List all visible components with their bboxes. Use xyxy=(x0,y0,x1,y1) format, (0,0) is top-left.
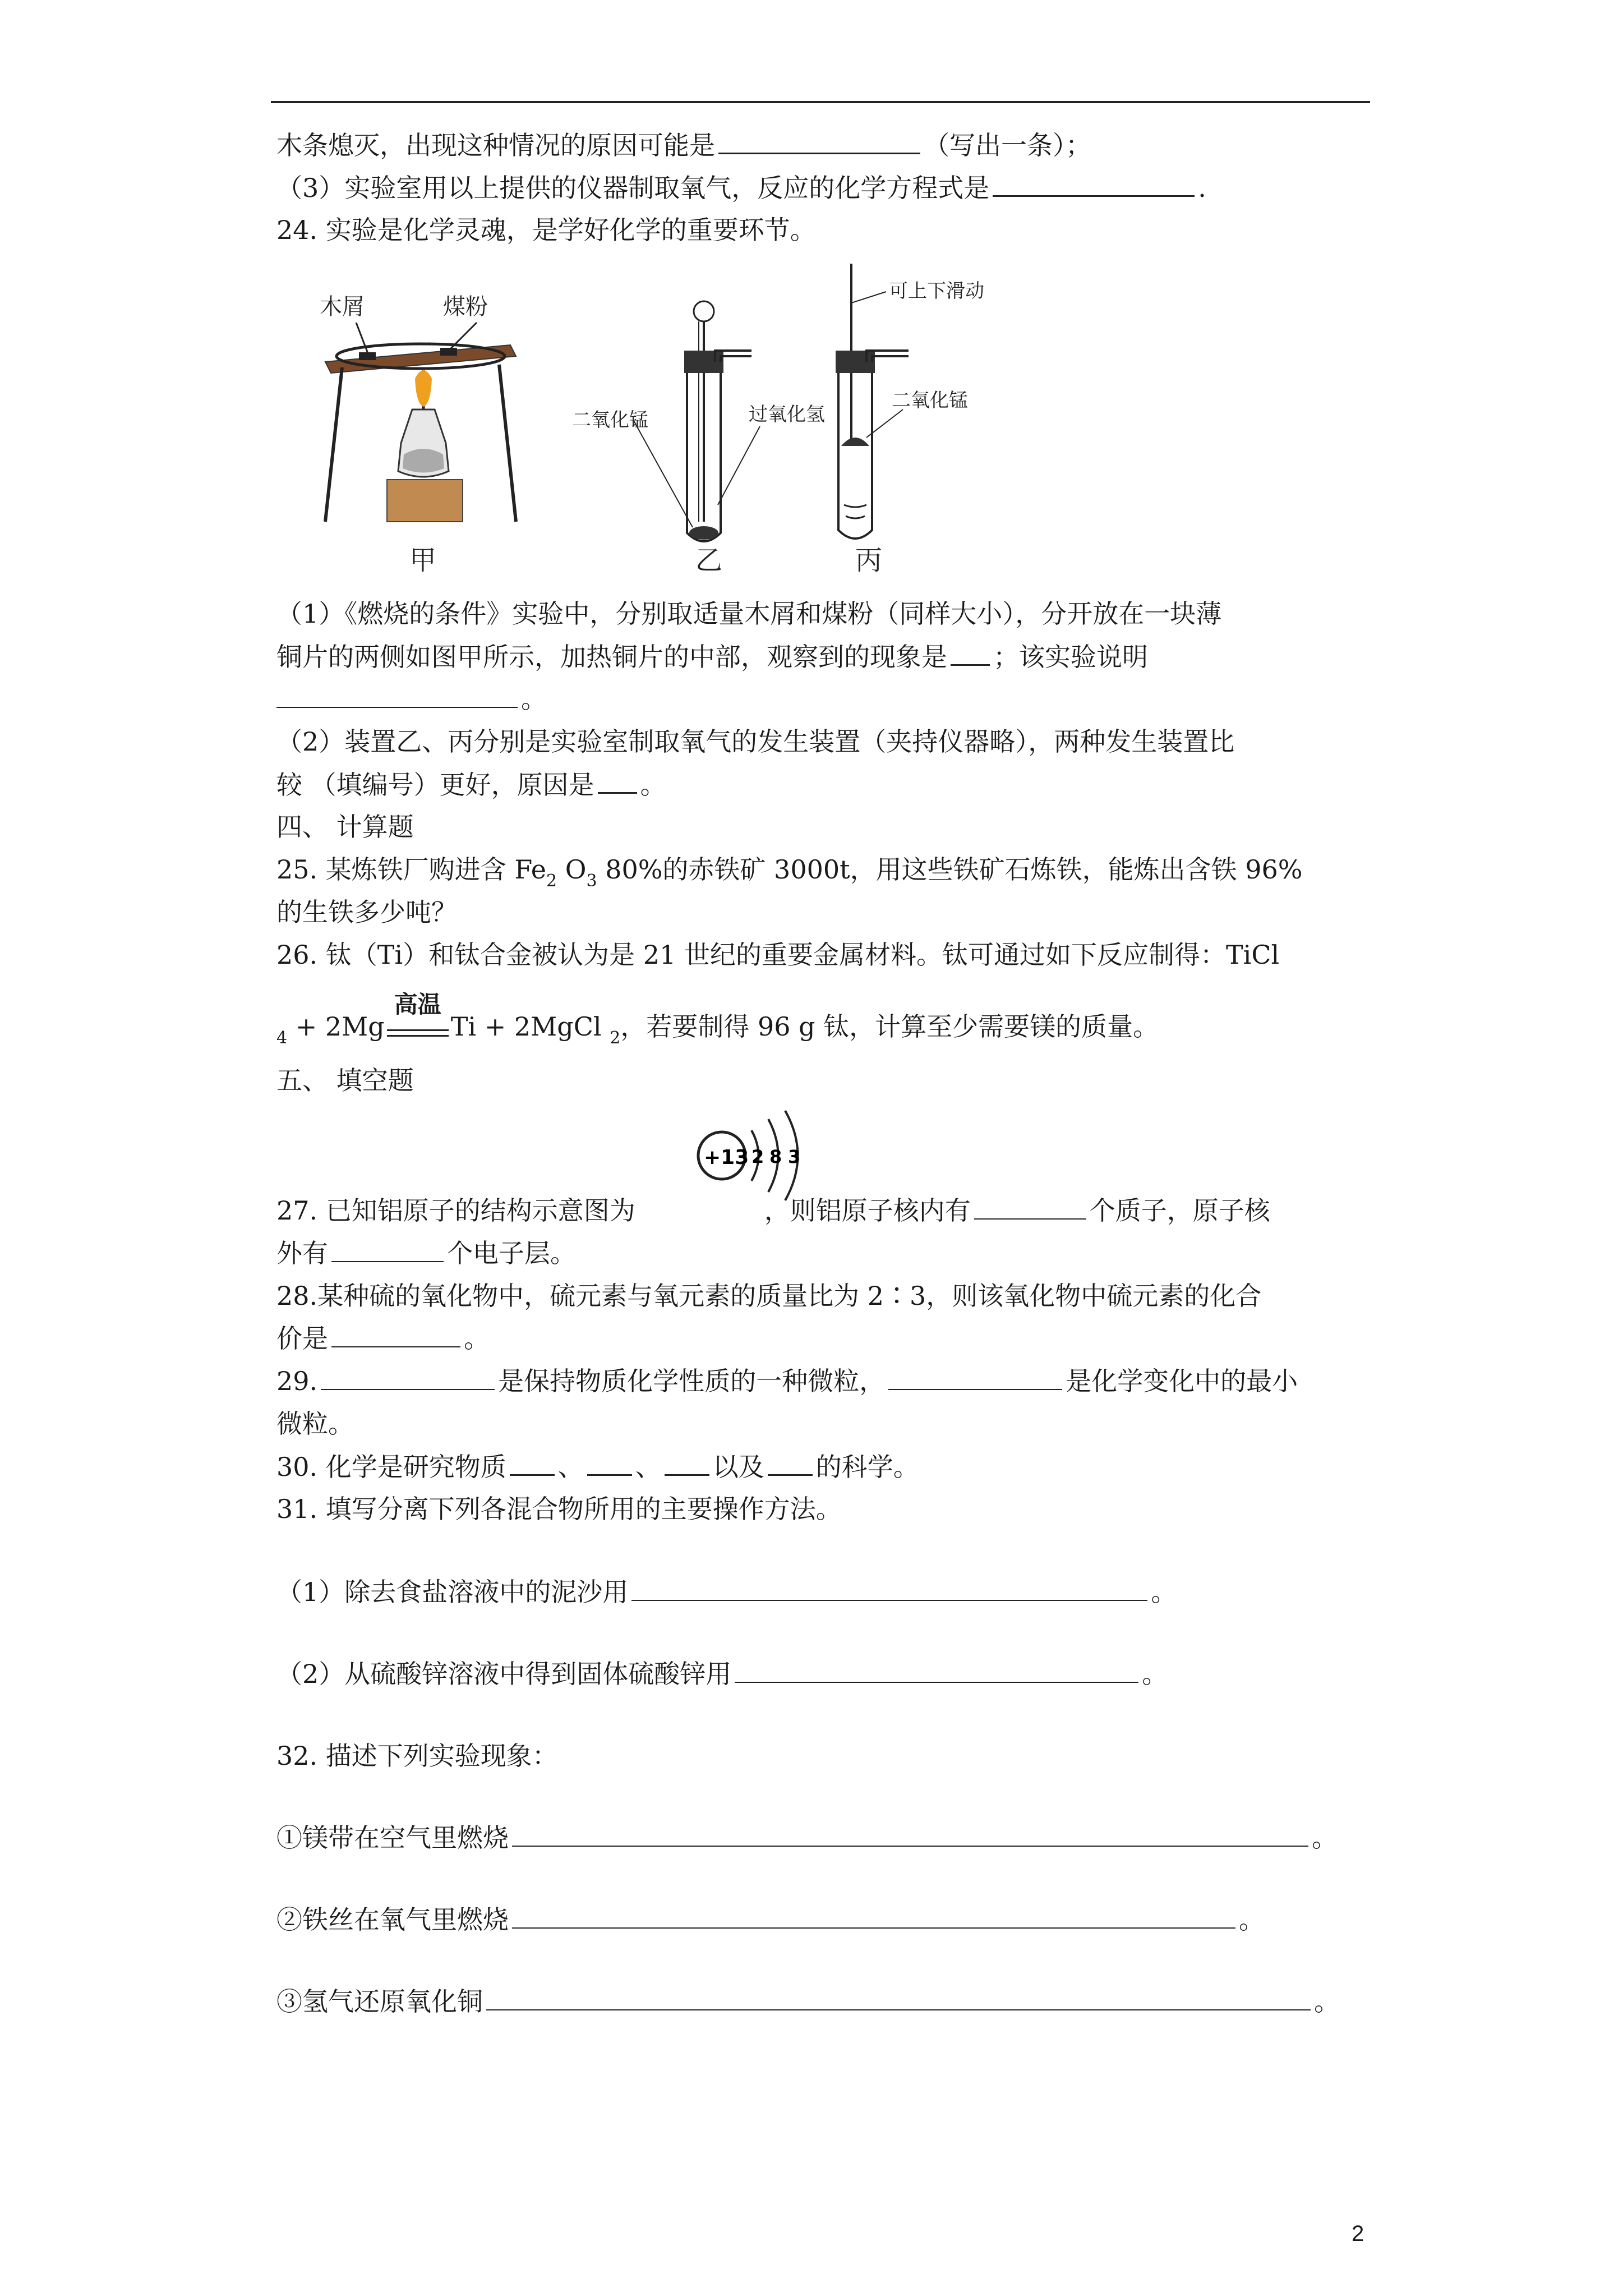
caption-bing: 丙 xyxy=(855,545,883,576)
text-line: （1）《燃烧的条件》实验中，分别取适量木屑和煤粉（同样大小），分开放在一块薄 xyxy=(276,599,1222,629)
answer-blank xyxy=(512,1903,1235,1929)
answer-blank xyxy=(951,639,990,666)
answer-blank xyxy=(321,1364,495,1390)
section-heading: 五、 填空题 xyxy=(276,1065,414,1096)
shell-1-electrons: 2 xyxy=(751,1146,764,1167)
question-26: 26. 钛（Ti）和钛合金被认为是 21 世纪的重要金属材料。钛可通过如下反应制得：TiCl xyxy=(276,940,1280,970)
text-line: ①镁带在空气里燃烧 。 xyxy=(276,1821,1338,1855)
answer-blank xyxy=(768,1450,813,1476)
text-line: 较 （填编号）更好，原因是 。 xyxy=(276,767,666,802)
answer-blank xyxy=(276,682,518,708)
answer-blank xyxy=(665,1450,709,1476)
reaction-condition: 高温 xyxy=(387,1014,449,1047)
text-line: 微粒。 xyxy=(276,1409,354,1439)
question-24: 24. 实验是化学灵魂，是学好化学的重要环节。 xyxy=(276,215,816,245)
text-line: 外有 个电子层。 xyxy=(276,1236,576,1270)
text-line: 价是 。 xyxy=(276,1322,490,1355)
answer-blank xyxy=(587,1450,632,1476)
answer-blank xyxy=(598,767,637,794)
question-25: 25. 某炼铁厂购进含 $Fe_2$ $O_3$ 80%的赤铁矿 3000t，用这些铁矿石炼铁，能炼出含铁 96% xyxy=(276,854,1303,891)
answer-blank xyxy=(993,171,1195,197)
question-28: 28.某种硫的氧化物中，硫元素与氧元素的质量比为 2∶3，则该氧化物中硫元素的化合 xyxy=(276,1281,1262,1311)
answer-blank xyxy=(486,1985,1311,2010)
text-line: （1）除去食盐溶液中的泥沙用 。 xyxy=(276,1575,1177,1609)
label-mno2-yi: 二氧化锰 xyxy=(572,409,648,431)
answer-blank xyxy=(512,1821,1308,1847)
label-h2o2: 过氧化氢 xyxy=(749,403,825,426)
header-rule xyxy=(271,101,1370,103)
apparatus-bing xyxy=(836,264,984,576)
answer-blank xyxy=(510,1450,555,1476)
answer-blank xyxy=(331,1322,460,1347)
question-32: 32. 描述下列实验现象： xyxy=(276,1741,558,1771)
experiment-figure xyxy=(303,258,1088,583)
label-sawdust: 木屑 xyxy=(320,294,365,320)
answer-blank xyxy=(718,128,920,154)
section-heading: 四、 计算题 xyxy=(276,812,414,842)
answer-blank xyxy=(735,1657,1138,1683)
answer-blank xyxy=(631,1575,1147,1601)
question-29: 29. 是保持物质化学性质的一种微粒， 是化学变化中的最小 xyxy=(276,1364,1298,1398)
apparatus-jia xyxy=(320,294,516,576)
shell-2-electrons: 8 xyxy=(769,1146,782,1167)
answer-blank xyxy=(331,1236,444,1262)
answer-blank xyxy=(974,1194,1086,1220)
text-line: （2）从硫酸锌溶液中得到固体硫酸锌用 。 xyxy=(276,1657,1168,1691)
caption-yi: 乙 xyxy=(695,545,723,576)
nucleus-charge: +13 xyxy=(704,1146,749,1169)
text-line: ②铁丝在氧气里燃烧 。 xyxy=(276,1903,1265,1936)
text-line: 木条熄灭，出现这种情况的原因可能是 （写出一条）； xyxy=(276,128,1091,162)
text-line: 。 xyxy=(276,682,547,716)
text-line: 铜片的两侧如图甲所示，加热铜片的中部，观察到的现象是 ；该实验说明 xyxy=(276,639,1148,674)
text-line: 的生铁多少吨？ xyxy=(276,897,457,927)
question-31: 31. 填写分离下列各混合物所用的主要操作方法。 xyxy=(276,1494,842,1524)
label-coal-powder: 煤粉 xyxy=(443,294,488,320)
answer-blank xyxy=(888,1364,1062,1390)
text-line: （2）装置乙、丙分别是实验室制取氧气的发生装置（夹持仪器略），两种发生装置比 xyxy=(276,726,1235,757)
label-mno2-bing: 二氧化锰 xyxy=(892,389,968,412)
caption-jia: 甲 xyxy=(409,545,437,576)
text-line: $_4$ + 2Mg 高温 Ti + 2MgCl $_2$，若要制得 96 g 钛，计算至少需要镁的质量。 xyxy=(276,991,1159,1048)
question-27: 27. 已知铝原子的结构示意图为 ，则铝原子核内有 个质子，原子核 xyxy=(276,1194,1270,1227)
apparatus-yi xyxy=(572,301,825,576)
text-line: ③氢气还原氧化铜 。 xyxy=(276,1985,1340,2018)
question-30: 30. 化学是研究物质 、 、 以及 的科学。 xyxy=(276,1450,919,1484)
text-line: （3）实验室用以上提供的仪器制取氧气，反应的化学方程式是 . xyxy=(276,171,1206,205)
page-number: 2 xyxy=(1352,2221,1364,2246)
label-slide: 可上下滑动 xyxy=(889,280,984,302)
shell-3-electrons: 3 xyxy=(788,1146,801,1167)
